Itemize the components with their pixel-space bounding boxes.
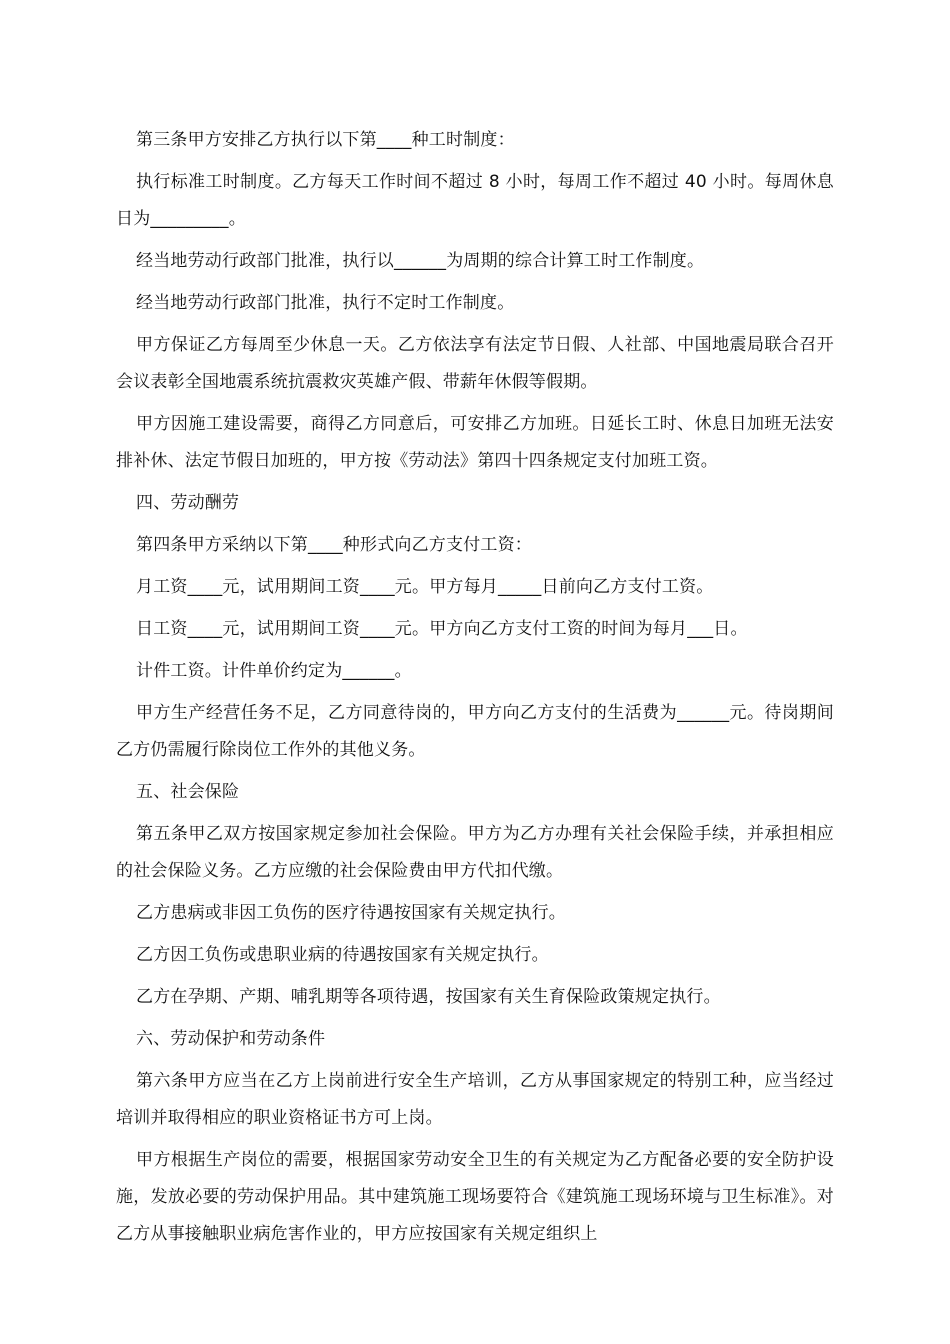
paragraph-article-5: 第五条甲乙双方按国家规定参加社会保险。甲方为乙方办理有关社会保险手续，并承担相应的社会保险义务。乙方应缴的社会保险费由甲方代扣代缴。: [116, 824, 834, 881]
paragraph-flexible-hours: 经当地劳动行政部门批准，执行不定时工作制度。: [136, 293, 515, 313]
paragraph-daily-wage: 日工资____元，试用期间工资____元。甲方向乙方支付工资的时间为每月___日。: [136, 619, 748, 639]
document-page: [116, 122, 834, 1258]
paragraph-article-6: 第六条甲方应当在乙方上岗前进行安全生产培训，乙方从事国家规定的特别工种，应当经过培训并取得相应的职业资格证书方可上岗。: [116, 1071, 834, 1128]
paragraph-safety-equipment: 甲方根据生产岗位的需要，根据国家劳动安全卫生的有关规定为乙方配备必要的安全防护设施，发放必要的劳动保护用品。其中建筑施工现场要符合《建筑施工现场环境与卫生标准》。对乙方从事接触职业病危害作业的，甲方应按国家有关规定组织上: [116, 1150, 834, 1244]
paragraph-work-injury: 乙方因工负伤或患职业病的待遇按国家有关规定执行。: [136, 945, 549, 965]
paragraph-article-3-intro: 第三条甲方安排乙方执行以下第____种工时制度：: [136, 130, 515, 150]
paragraph-standby-allowance: 甲方生产经营任务不足，乙方同意待岗的，甲方向乙方支付的生活费为______元。待岗期间乙方仍需履行除岗位工作外的其他义务。: [116, 703, 834, 760]
paragraph-article-4-intro: 第四条甲方采纳以下第____种形式向乙方支付工资：: [136, 535, 532, 555]
paragraph-monthly-wage: 月工资____元，试用期间工资____元。甲方每月_____日前向乙方支付工资。: [136, 577, 714, 597]
section-heading-remuneration: 四、劳动酬劳: [136, 493, 240, 513]
paragraph-medical-treatment: 乙方患病或非因工负伤的医疗待遇按国家有关规定执行。: [136, 903, 566, 923]
section-heading-social-insurance: 五、社会保险: [136, 782, 240, 802]
section-heading-labor-protection: 六、劳动保护和劳动条件: [136, 1029, 326, 1049]
paragraph-overtime: 甲方因施工建设需要，商得乙方同意后，可安排乙方加班。日延长工时、休息日加班无法安排补休、法定节假日加班的，甲方按《劳动法》第四十四条规定支付加班工资。: [116, 414, 834, 471]
paragraph-standard-hours: 执行标准工时制度。乙方每天工作时间不超过 8 小时，每周工作不超过 40 小时。每周休息日为_________。: [116, 172, 834, 229]
paragraph-rest-days: 甲方保证乙方每周至少休息一天。乙方依法享有法定节日假、人社部、中国地震局联合召开会议表彰全国地震系统抗震救灾英雄产假、带薪年休假等假期。: [116, 335, 834, 392]
paragraph-comprehensive-hours: 经当地劳动行政部门批准，执行以______为周期的综合计算工时工作制度。: [136, 251, 705, 271]
paragraph-maternity: 乙方在孕期、产期、哺乳期等各项待遇，按国家有关生育保险政策规定执行。: [136, 987, 721, 1007]
paragraph-piece-wage: 计件工资。计件单价约定为______。: [136, 661, 412, 681]
